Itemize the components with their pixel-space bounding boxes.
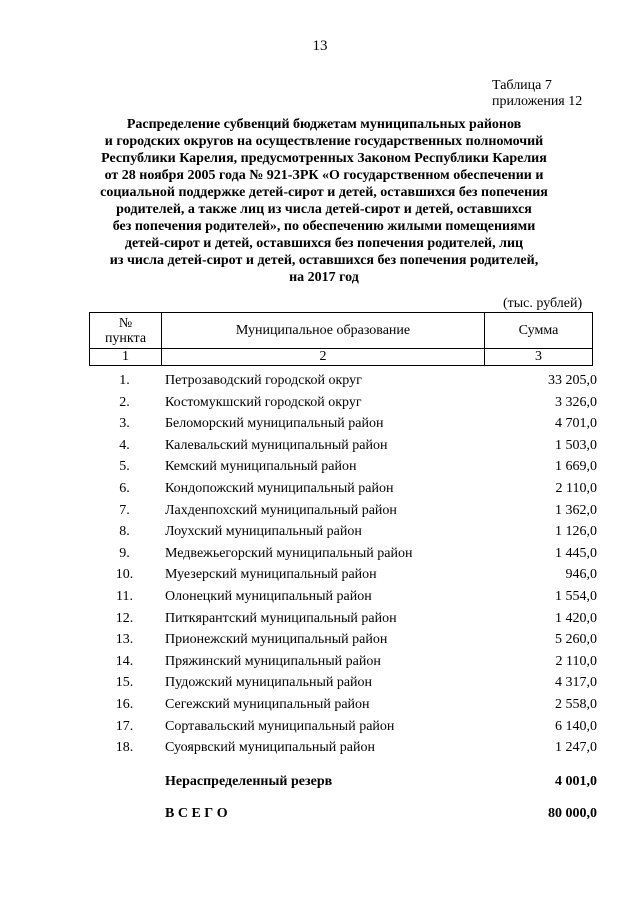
row-value: 2 110,0	[555, 653, 597, 669]
header-number-line2: пункта	[104, 330, 147, 346]
row-municipality: Кондопожский муниципальный район	[165, 480, 394, 496]
row-number: 15.	[115, 675, 134, 691]
row-value: 1 247,0	[555, 740, 597, 756]
row-value: 4 317,0	[555, 675, 597, 691]
title-line: родителей, а также лиц из числа детей-сирот и детей, оставшихся	[116, 202, 532, 217]
reserve-value: 4 001,0	[555, 774, 597, 789]
row-municipality: Медвежьегорский муниципальный район	[165, 545, 413, 561]
row-number: 8.	[119, 524, 130, 540]
header-index-3: 3	[485, 349, 593, 366]
header-municipality: Муниципальное образование	[162, 313, 485, 349]
row-number: 7.	[119, 502, 130, 518]
row-municipality: Олонецкий муниципальный район	[165, 588, 372, 604]
table-row	[89, 392, 597, 414]
row-number: 11.	[116, 588, 133, 604]
units-label: (тыс. рублей)	[503, 296, 583, 311]
row-value: 1 503,0	[555, 437, 597, 453]
row-municipality: Лахденпохский муниципальный район	[165, 502, 397, 518]
table-row	[89, 413, 597, 435]
table-row	[89, 672, 597, 694]
row-municipality: Беломорский муниципальный район	[165, 416, 384, 432]
title-line: и городских округов на осуществление государственных полномочий	[104, 134, 544, 149]
row-municipality: Сортавальский муниципальный район	[165, 718, 395, 734]
header-sum: Сумма	[485, 313, 593, 349]
row-value: 3 326,0	[555, 394, 597, 410]
table-row	[89, 370, 597, 392]
row-municipality: Калевальский муниципальный район	[165, 437, 388, 453]
title-line: социальной поддержке детей-сирот и детей, оставшихся без попечения	[100, 185, 548, 200]
document-title	[92, 116, 556, 286]
table-row	[89, 500, 597, 522]
row-value: 1 420,0	[555, 610, 597, 626]
row-municipality: Костомукшский городской округ	[165, 394, 362, 410]
table-ref-line1: Таблица 7	[492, 78, 552, 93]
row-municipality: Кемский муниципальный район	[165, 459, 357, 475]
row-number: 10.	[115, 567, 134, 583]
row-municipality: Пудожский муниципальный район	[165, 675, 373, 691]
row-number: 12.	[115, 610, 134, 626]
table-row	[89, 651, 597, 673]
row-number: 13.	[115, 632, 134, 648]
row-value: 4 701,0	[555, 416, 597, 432]
table-row	[89, 629, 597, 651]
table-header	[89, 312, 593, 366]
reserve-row	[89, 772, 597, 792]
page-number: 13	[312, 38, 328, 54]
row-value: 1 445,0	[555, 545, 597, 561]
row-number: 16.	[115, 696, 134, 712]
header-number-line1: №	[118, 315, 133, 331]
row-value: 1 554,0	[555, 588, 597, 604]
table-row	[89, 435, 597, 457]
title-line: Распределение субвенций бюджетам муниципальных районов	[126, 117, 522, 132]
title-line: на 2017 год	[289, 270, 359, 285]
table-row	[89, 737, 597, 759]
row-number: 18.	[115, 740, 134, 756]
row-value: 6 140,0	[555, 718, 597, 734]
table-row	[89, 521, 597, 543]
total-label: В С Е Г О	[165, 806, 228, 821]
table-row	[89, 716, 597, 738]
row-municipality: Пряжинский муниципальный район	[165, 653, 381, 669]
total-row	[89, 804, 597, 824]
row-municipality: Прионежский муниципальный район	[165, 632, 388, 648]
header-index-1: 1	[90, 349, 162, 366]
table-body	[89, 370, 597, 759]
title-line: от 28 ноября 2005 года № 921-ЗРК «О государственном обеспечении и	[104, 168, 544, 183]
row-number: 14.	[115, 653, 134, 669]
row-municipality: Лоухский муниципальный район	[165, 524, 362, 540]
table-row	[89, 694, 597, 716]
row-number: 2.	[119, 394, 130, 410]
row-municipality: Питкярантский муниципальный район	[165, 610, 397, 626]
table-row	[89, 543, 597, 565]
title-line: из числа детей-сирот и детей, оставшихся без попечения родителей,	[109, 253, 539, 268]
total-value: 80 000,0	[548, 806, 597, 821]
row-number: 4.	[119, 437, 130, 453]
row-value: 5 260,0	[555, 632, 597, 648]
table-row	[89, 586, 597, 608]
table-row	[89, 456, 597, 478]
table-row	[89, 564, 597, 586]
row-number: 17.	[115, 718, 134, 734]
row-value: 1 669,0	[555, 459, 597, 475]
row-value: 1 126,0	[555, 524, 597, 540]
header-number	[90, 313, 162, 349]
row-value: 1 362,0	[555, 502, 597, 518]
table-row	[89, 478, 597, 500]
row-number: 1.	[119, 373, 130, 388]
title-line: детей-сирот и детей, оставшихся без попечения родителей, лиц	[124, 236, 524, 251]
table-reference	[492, 78, 582, 110]
title-line: Республики Карелия, предусмотренных Законом Республики Карелия	[101, 151, 547, 166]
reserve-label: Нераспределенный резерв	[165, 774, 333, 789]
table-ref-line2: приложения 12	[492, 94, 583, 109]
title-line: без попечения родителей», по обеспечению жилыми помещениями	[112, 219, 536, 234]
row-value: 33 205,0	[548, 373, 597, 388]
row-value: 2 110,0	[555, 480, 597, 496]
row-value: 2 558,0	[555, 696, 597, 712]
row-municipality: Сегежский муниципальный район	[165, 696, 370, 712]
row-number: 3.	[119, 416, 130, 432]
row-municipality: Суоярвский муниципальный район	[165, 740, 375, 756]
table-row	[89, 608, 597, 630]
header-index-2: 2	[162, 349, 485, 366]
row-number: 6.	[119, 480, 130, 496]
row-municipality: Петрозаводский городской округ	[165, 373, 362, 388]
row-municipality: Муезерский муниципальный район	[165, 567, 377, 583]
row-number: 9.	[119, 545, 130, 561]
row-number: 5.	[119, 459, 130, 475]
row-value: 946,0	[565, 567, 597, 583]
